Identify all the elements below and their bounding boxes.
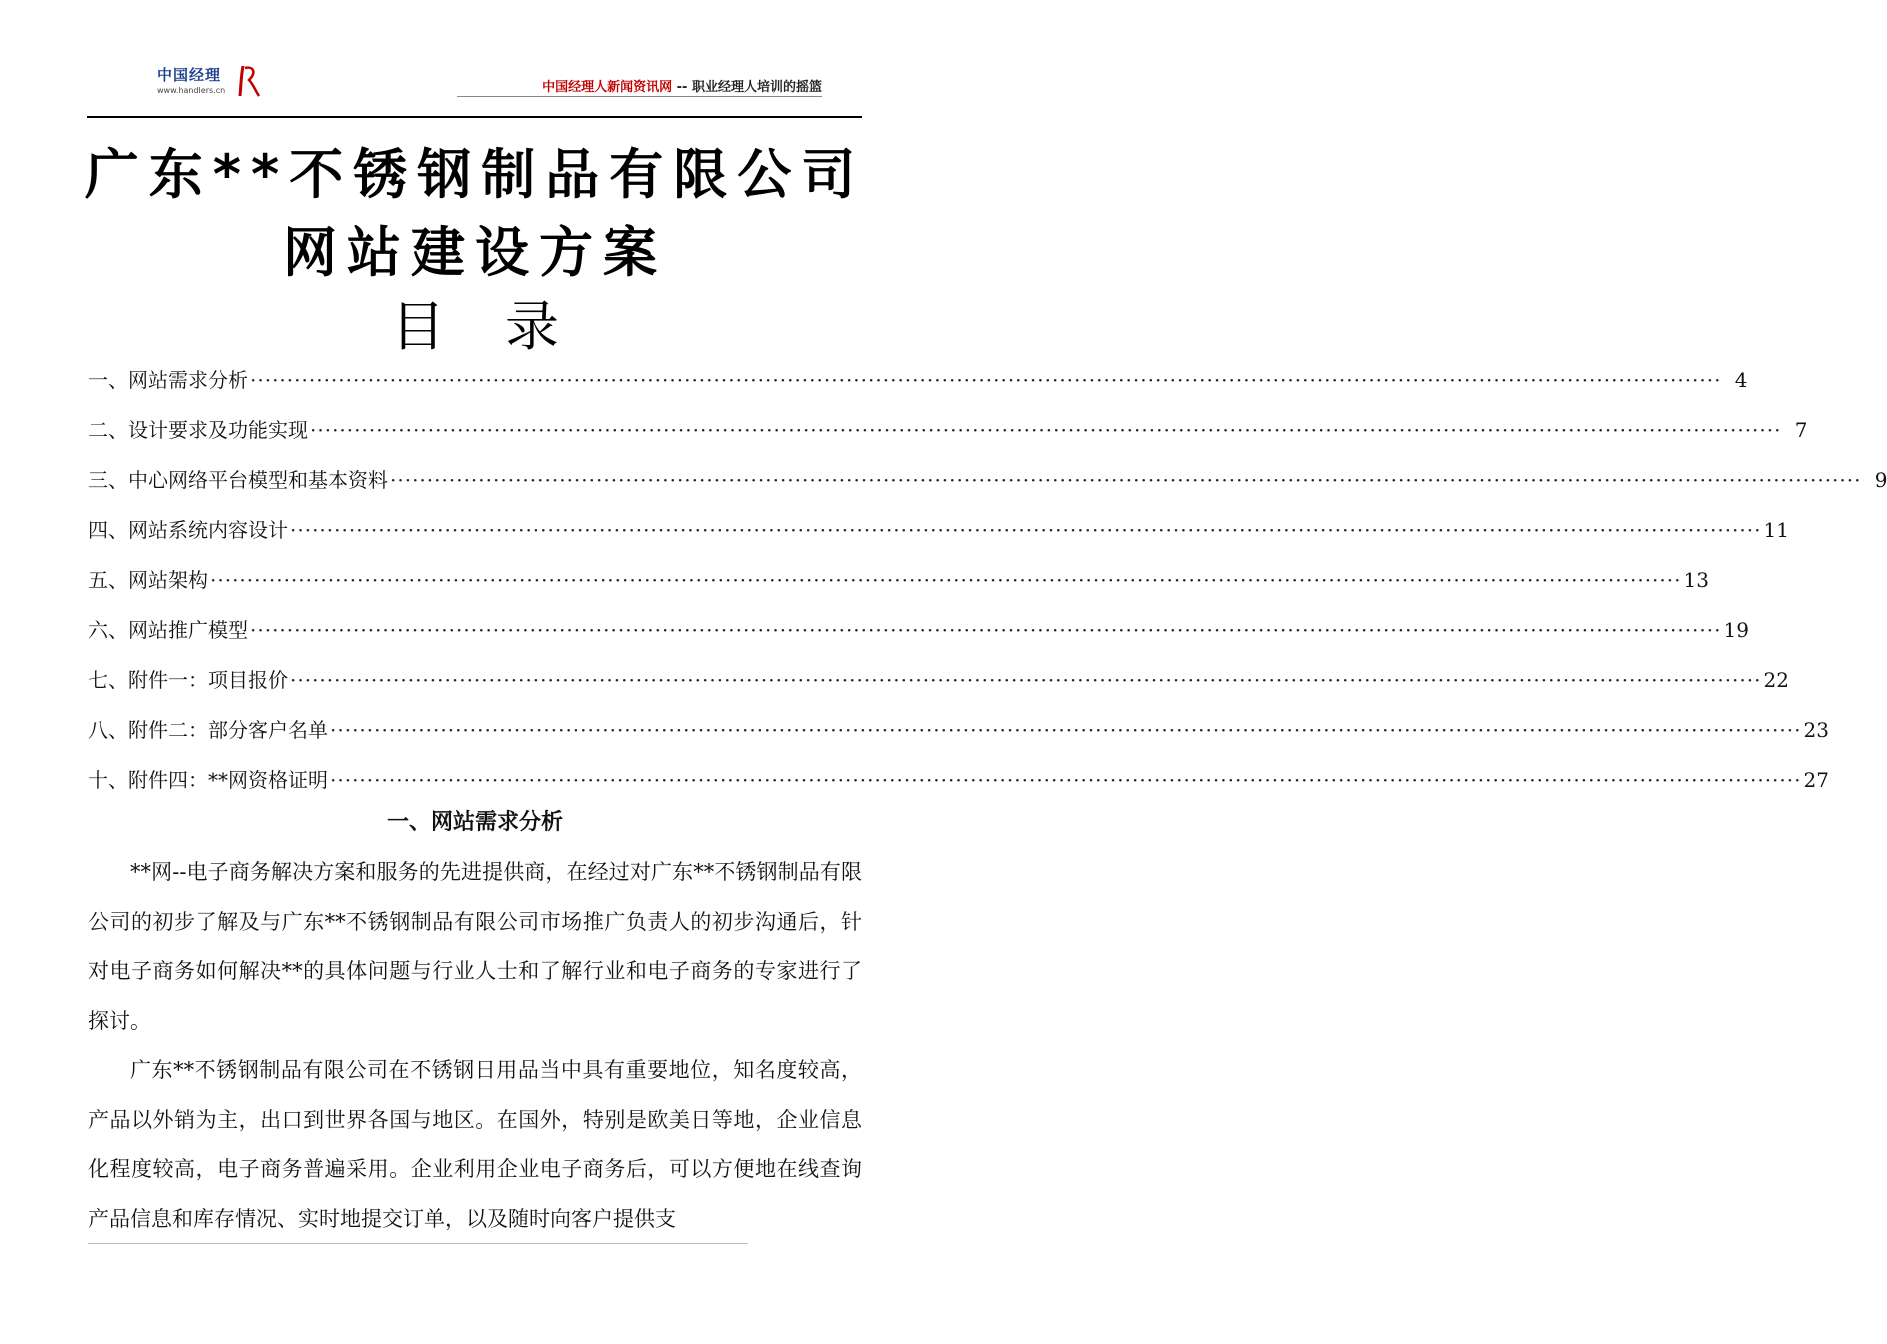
toc-leader-dots: ········································································································································································································: [210, 568, 1682, 592]
toc-leader-dots: ········································································································································································································: [290, 518, 1762, 542]
toc-leader-dots: ········································································································································································································: [250, 368, 1722, 392]
toc-entry-label: 二、设计要求及功能实现: [88, 418, 308, 442]
toc-entry-page: 23: [1803, 718, 1829, 742]
toc-entry[interactable]: [88, 705, 1829, 755]
body-paragraph: 广东**不锈钢制品有限公司在不锈钢日用品当中具有重要地位，知名度较高，产品以外销为主，出口到世界各国与地区。在国外，特别是欧美日等地，企业信息化程度较高，电子商务普遍采用。企业利用企业电子商务后，可以方便地在线查询产品信息和库存情况、实时地提交订单，以及随时向客户提供支: [88, 1058, 862, 1231]
toc-leader-dots: ········································································································································································································: [330, 768, 1802, 792]
toc-entry-page: 7: [1794, 418, 1808, 442]
toc-entry-page: 11: [1763, 518, 1789, 542]
page-header: [87, 60, 862, 118]
toc-entry-label: 十、附件四：**网资格证明: [88, 768, 328, 792]
document-title-line2: 网站建设方案: [283, 221, 667, 284]
document-title-line1: 广东**不锈钢制品有限公司: [84, 143, 866, 206]
toc-entry-label: 一、网站需求分析: [88, 368, 248, 392]
toc-title: 目录: [391, 295, 619, 358]
toc-entry-page: 27: [1803, 768, 1829, 792]
toc-leader-dots: ········································································································································································································: [250, 618, 1722, 642]
toc-entry-page: 13: [1683, 568, 1709, 592]
toc-entry-label: 三、中心网络平台模型和基本资料: [88, 468, 388, 492]
toc-entry-label: 八、附件二：部分客户名单: [88, 718, 328, 742]
tagline-slogan: 职业经理人培训的摇篮: [691, 80, 822, 95]
toc-leader-dots: ········································································································································································································: [330, 718, 1802, 742]
toc-entry-label: 四、网站系统内容设计: [88, 518, 288, 542]
body-paragraph: **网--电子商务解决方案和服务的先进提供商，在经过对广东**不锈钢制品有限公司的初步了解及与广东**不锈钢制品有限公司市场推广负责人的初步沟通后，针对电子商务如何解决**的具体问题与行业人士和了解行业和电子商务的专家进行了探讨。: [88, 860, 862, 1033]
toc-entry-page: 9: [1874, 468, 1887, 492]
toc-entry[interactable]: [88, 755, 1829, 805]
toc-entry[interactable]: [88, 455, 1887, 505]
tagline-site-name: 中国经理人新闻资讯网: [542, 80, 673, 95]
table-of-contents: [88, 355, 1887, 805]
toc-leader-dots: ········································································································································································································: [390, 468, 1862, 492]
header-thin-divider: [457, 96, 822, 97]
header-tagline: [542, 76, 822, 95]
toc-entry[interactable]: [88, 655, 1789, 705]
logo: [157, 64, 277, 104]
logo-url: www.handlers.cn: [157, 86, 226, 95]
toc-entry-page: 22: [1763, 668, 1789, 692]
footer-divider: [88, 1243, 748, 1244]
toc-entry[interactable]: [88, 405, 1808, 455]
tagline-separator: --: [676, 80, 688, 95]
toc-leader-dots: ········································································································································································································: [310, 418, 1782, 442]
toc-entry[interactable]: [88, 555, 1709, 605]
toc-entry-page: 4: [1734, 368, 1748, 392]
toc-entry-label: 七、附件一：项目报价: [88, 668, 288, 692]
section-body: [88, 848, 862, 1244]
section-heading: 一、网站需求分析: [386, 809, 563, 835]
toc-entry-page: 19: [1723, 618, 1749, 642]
toc-entry-label: 五、网站架构: [88, 568, 208, 592]
toc-entry[interactable]: [88, 605, 1749, 655]
header-divider: [87, 116, 862, 118]
toc-leader-dots: ········································································································································································································: [290, 668, 1762, 692]
toc-entry-label: 六、网站推广模型: [88, 618, 248, 642]
logo-mark-icon: [237, 64, 261, 98]
toc-entry[interactable]: [88, 355, 1748, 405]
toc-entry[interactable]: [88, 505, 1789, 555]
logo-text: 中国经理: [157, 66, 222, 84]
